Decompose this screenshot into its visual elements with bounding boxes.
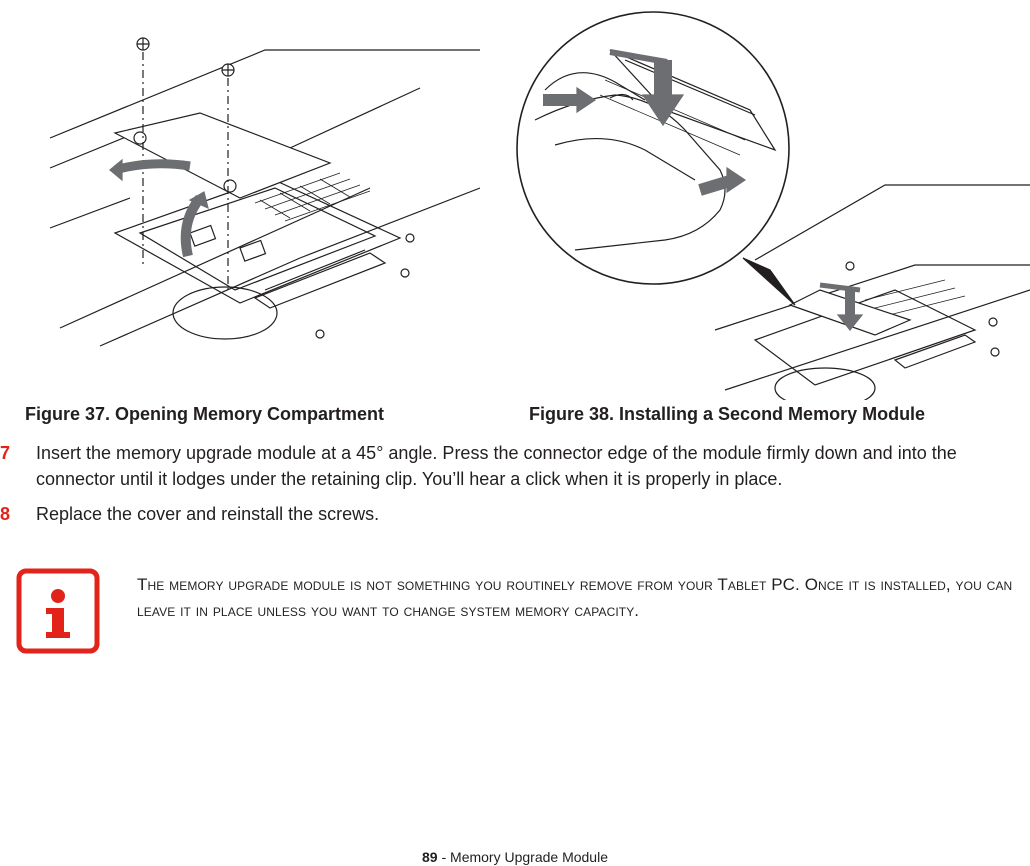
step-text: Replace the cover and reinstall the screws. [36, 504, 380, 524]
figure-38-caption: Figure 38. Installing a Second Memory Module [529, 404, 926, 424]
page-number: 89 [422, 849, 438, 865]
footer-section: Memory Upgrade Module [450, 849, 608, 865]
figure-37-illustration [40, 28, 480, 348]
note-text: The memory upgrade module is not something you routinely remove from your Tablet PC. Once it is installed, you can leave it in place unless you want to change system memory capacity. [137, 575, 1013, 620]
step-8 [0, 501, 1030, 527]
step-7 [0, 440, 1030, 492]
step-number: 7 [0, 443, 11, 463]
figure-38-illustration [515, 0, 1030, 400]
info-icon [16, 568, 100, 654]
step-text: Insert the memory upgrade module at a 45° angle. Press the connector edge of the module firmly down and into the connector until it lodges under the retaining clip. You’ll hear a click when it is properly in place. [36, 443, 957, 489]
step-number: 8 [0, 504, 11, 524]
footer-separator: - [437, 849, 451, 865]
figure-37-caption: Figure 37. Opening Memory Compartment [25, 404, 385, 424]
page-footer [0, 849, 1030, 865]
